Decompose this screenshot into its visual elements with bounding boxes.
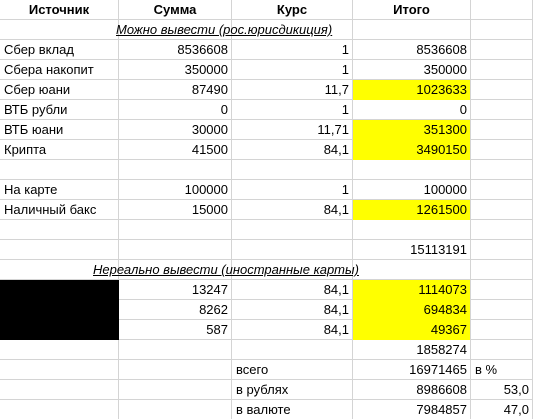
row-name[interactable]: Наличный бакс [4,202,97,217]
row-rate[interactable]: 84,1 [323,322,349,337]
row-total-highlighted[interactable]: 1023633 [353,80,470,100]
row-sum[interactable]: 30000 [191,122,228,137]
row-total-highlighted[interactable]: 49367 [353,320,470,340]
row-total-highlighted[interactable]: 3490150 [353,140,470,160]
subtotal-not-withdrawable[interactable]: 1858274 [416,342,467,357]
header-rate[interactable]: Курс [276,2,308,17]
row-rate[interactable]: 11,71 [317,122,349,137]
row-sum[interactable]: 13247 [191,282,228,297]
row-name[interactable]: Сбер юани [4,82,71,97]
row-rate[interactable]: 1 [341,42,349,57]
row-total[interactable]: 100000 [423,182,467,197]
summary-fx-label[interactable]: в валюте [236,402,291,417]
redacted-block [0,280,119,340]
summary-rub-percent[interactable]: 53,0 [503,382,529,397]
row-rate[interactable]: 11,7 [324,82,349,97]
row-sum[interactable]: 100000 [184,182,228,197]
row-rate[interactable]: 1 [341,182,349,197]
row-total-highlighted[interactable]: 694834 [353,300,470,320]
row-sum[interactable]: 8262 [199,302,228,317]
header-sum[interactable]: Сумма [153,2,197,17]
row-rate[interactable]: 84,1 [323,282,349,297]
row-rate[interactable]: 1 [341,62,349,77]
summary-fx-value[interactable]: 7984857 [416,402,467,417]
row-name[interactable]: Крипта [4,142,47,157]
row-name[interactable]: ВТБ рубли [4,102,68,117]
summary-total-label[interactable]: всего [236,362,269,377]
row-name[interactable]: Сбер вклад [4,42,74,57]
row-total[interactable]: 350000 [423,62,467,77]
section-title-not-withdrawable[interactable]: Нереально вывести (иностранные карты) [93,262,359,277]
row-rate[interactable]: 84,1 [323,142,349,157]
row-rate[interactable]: 1 [341,102,349,117]
row-total[interactable]: 8536608 [416,42,467,57]
header-total[interactable]: Итого [393,2,430,17]
row-sum[interactable]: 0 [220,102,228,117]
row-rate[interactable]: 84,1 [323,202,349,217]
header-source[interactable]: Источник [28,2,90,17]
row-name[interactable]: На карте [4,182,58,197]
row-name[interactable]: ВТБ юани [4,122,64,137]
row-sum[interactable]: 587 [206,322,228,337]
row-sum[interactable]: 87490 [191,82,228,97]
summary-fx-percent[interactable]: 47,0 [503,402,529,417]
row-total-highlighted[interactable]: 1261500 [353,200,470,220]
section-title-withdrawable[interactable]: Можно вывести (рос.юрисдикиция) [116,22,333,37]
row-sum[interactable]: 8536608 [177,42,228,57]
row-sum[interactable]: 41500 [191,142,228,157]
row-sum[interactable]: 350000 [184,62,228,77]
subtotal-withdrawable[interactable]: 15113191 [410,242,467,257]
row-rate[interactable]: 84,1 [323,302,349,317]
summary-rub-label[interactable]: в рублях [236,382,289,397]
summary-rub-value[interactable]: 8986608 [416,382,467,397]
row-total-highlighted[interactable]: 1114073 [353,280,470,300]
grid-line [470,0,471,419]
row-total[interactable]: 0 [459,102,467,117]
row-name[interactable]: Сбера накопит [4,62,94,77]
row-total-highlighted[interactable]: 351300 [353,120,470,140]
row-sum[interactable]: 15000 [191,202,228,217]
summary-total-value[interactable]: 16971465 [409,362,467,377]
summary-percent-header[interactable]: в % [475,362,498,377]
